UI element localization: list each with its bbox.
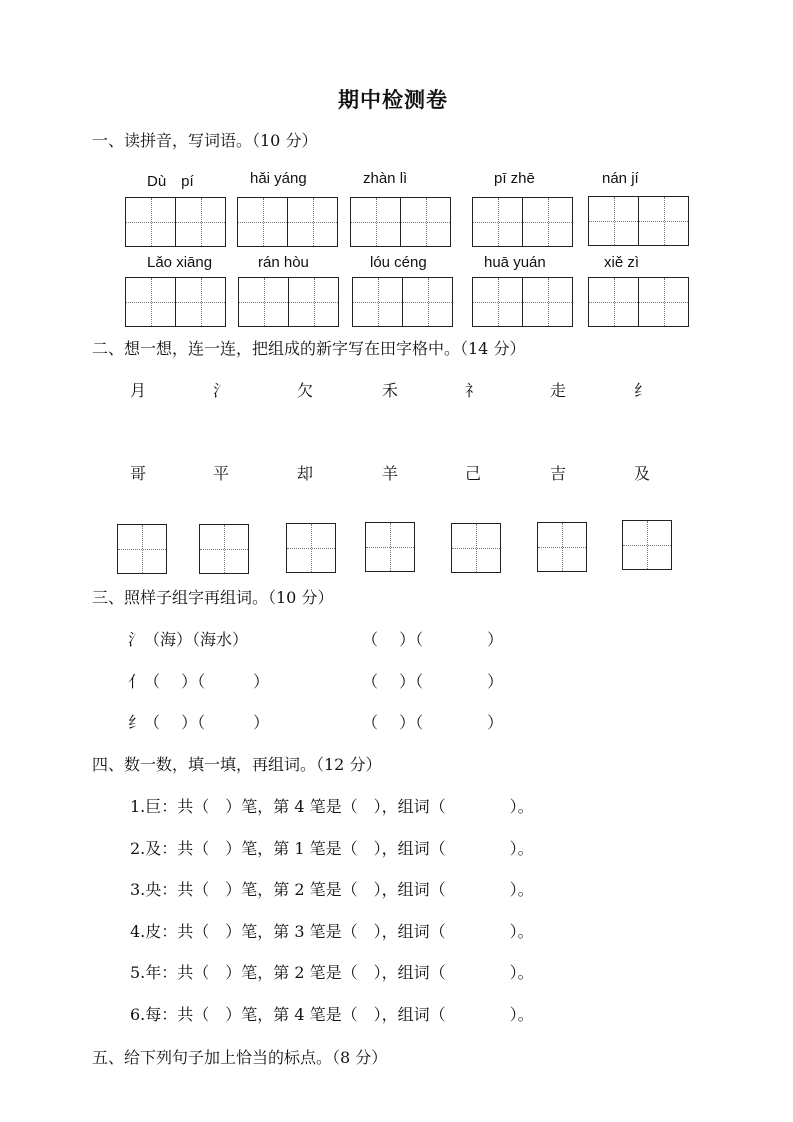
answer-grid[interactable] xyxy=(588,277,689,327)
stroke-question[interactable]: 4.皮：共（ ）笔，第 3 笔是（ ），组词（ ）。 xyxy=(130,922,534,941)
radical[interactable]: 欠 xyxy=(297,381,314,400)
pinyin-1: Dù pí xyxy=(147,173,194,190)
answer-grid[interactable] xyxy=(125,197,226,247)
answer-grid[interactable] xyxy=(238,277,339,327)
pinyin-8: lóu cénɡ xyxy=(370,254,427,271)
pinyin-10: xiě zì xyxy=(604,254,640,271)
section-1-heading: 一、读拼音，写词语。（10 分） xyxy=(92,131,318,150)
answer-right[interactable]: （ ）（ ） xyxy=(362,630,504,649)
tianzi-grid[interactable] xyxy=(451,523,501,573)
answer-grid[interactable] xyxy=(350,197,451,247)
section-5-heading: 五、给下列句子加上恰当的标点。（8 分） xyxy=(92,1048,388,1067)
answer-grid[interactable] xyxy=(472,277,573,327)
component[interactable]: 哥 xyxy=(130,464,147,483)
pinyin-5: nán jí xyxy=(602,170,639,187)
tianzi-grid[interactable] xyxy=(117,524,167,574)
tianzi-grid[interactable] xyxy=(286,523,336,573)
radical[interactable]: 禾 xyxy=(382,381,399,400)
answer-grid[interactable] xyxy=(588,196,689,246)
answer-right[interactable]: （ ）（ ） xyxy=(362,713,504,732)
tianzi-grid[interactable] xyxy=(622,520,672,570)
component[interactable]: 吉 xyxy=(550,464,567,483)
stroke-question[interactable]: 6.每：共（ ）笔，第 4 笔是（ ），组词（ ）。 xyxy=(130,1005,534,1024)
answer-grid[interactable] xyxy=(352,277,453,327)
pinyin-9: huā yuán xyxy=(484,254,546,271)
answer-left[interactable]: 亻（ ）（ ） xyxy=(128,672,270,691)
component[interactable]: 羊 xyxy=(382,464,399,483)
stroke-question[interactable]: 2.及：共（ ）笔，第 1 笔是（ ），组词（ ）。 xyxy=(130,839,534,858)
answer-left[interactable]: 纟（ ）（ ） xyxy=(128,713,270,732)
stroke-question[interactable]: 5.年：共（ ）笔，第 2 笔是（ ），组词（ ）。 xyxy=(130,963,534,982)
tianzi-grid[interactable] xyxy=(199,524,249,574)
radical[interactable]: 走 xyxy=(550,381,567,400)
radical[interactable]: 月 xyxy=(130,381,147,400)
tianzi-grid[interactable] xyxy=(537,522,587,572)
pinyin-6: Lǎo xiānɡ xyxy=(147,254,213,271)
component[interactable]: 却 xyxy=(297,464,314,483)
component[interactable]: 己 xyxy=(465,464,482,483)
stroke-question[interactable]: 1.巨：共（ ）笔，第 4 笔是（ ），组词（ ）。 xyxy=(130,797,534,816)
answer-right[interactable]: （ ）（ ） xyxy=(362,672,504,691)
section-3-heading: 三、照样子组字再组词。（10 分） xyxy=(92,588,334,607)
pinyin-4: pī zhē xyxy=(494,170,535,187)
component[interactable]: 平 xyxy=(213,464,230,483)
page-title: 期中检测卷 xyxy=(338,87,448,112)
example-left: 氵（海）（海水） xyxy=(128,630,249,649)
pinyin-2: hǎi yánɡ xyxy=(250,170,307,187)
pinyin-7: rán hòu xyxy=(258,254,309,271)
answer-grid[interactable] xyxy=(472,197,573,247)
answer-grid[interactable] xyxy=(237,197,338,247)
tianzi-grid[interactable] xyxy=(365,522,415,572)
radical[interactable]: 氵 xyxy=(213,381,230,400)
section-4-heading: 四、数一数，填一填，再组词。（12 分） xyxy=(92,755,382,774)
pinyin-3: zhàn lì xyxy=(363,170,408,187)
stroke-question[interactable]: 3.央：共（ ）笔，第 2 笔是（ ），组词（ ）。 xyxy=(130,880,534,899)
section-2-heading: 二、想一想，连一连，把组成的新字写在田字格中。（14 分） xyxy=(92,339,526,358)
radical[interactable]: 纟 xyxy=(634,381,651,400)
answer-grid[interactable] xyxy=(125,277,226,327)
radical[interactable]: 礻 xyxy=(465,381,482,400)
component[interactable]: 及 xyxy=(634,464,651,483)
